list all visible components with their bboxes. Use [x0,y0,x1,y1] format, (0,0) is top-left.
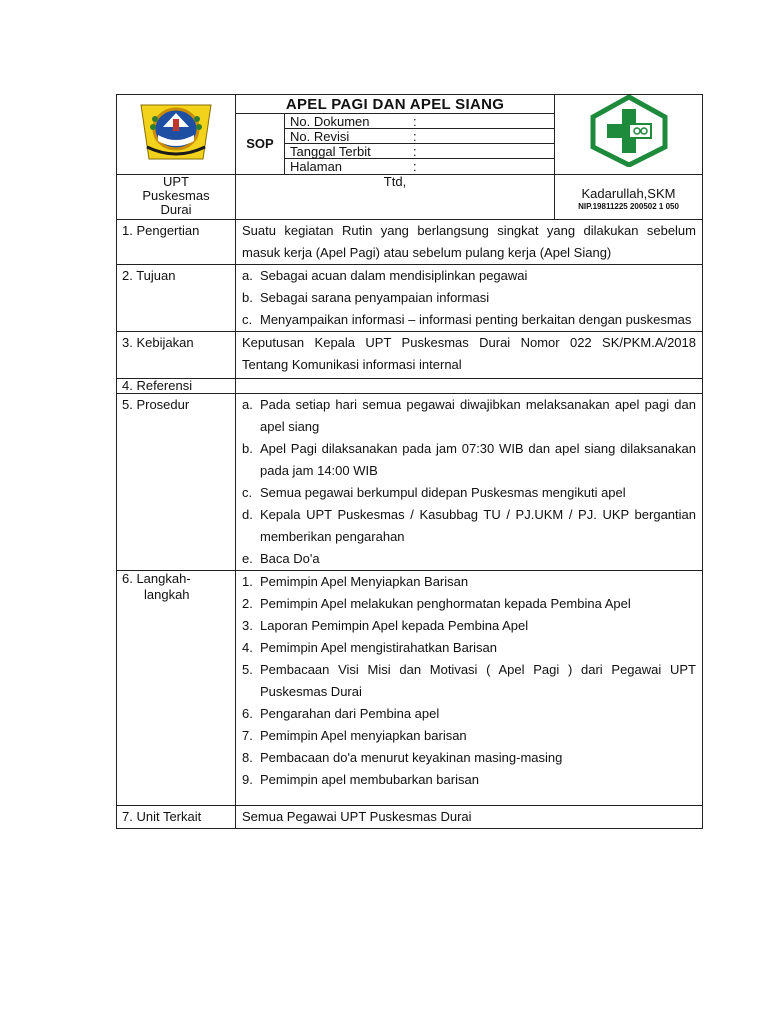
list-item: 1. Pemimpin Apel Menyiapkan Barisan [242,574,469,589]
signer-name: Kadarullah,SKM [581,186,676,201]
list-item: b. Apel Pagi dilaksanakan pada jam 07:30 WIB dan apel siang dilaksanakan pada jam 14:00 WIB [242,441,696,478]
meta-value: : [413,158,417,174]
row-label: 3. Kebijakan [117,332,236,379]
sop-label: SOP [246,135,274,151]
row-content: Suatu kegiatan Rutin yang berlangsung singkat yang dilakukan sebelum masuk kerja (Apel Pagi) atau sebelum pulang kerja (Apel Siang) [236,220,703,265]
table-row [117,265,703,332]
ttd-label: Ttd, [383,174,407,189]
table-row [117,571,703,806]
meta-row [284,114,554,129]
list-item: 3. Laporan Pemimpin Apel kepada Pembina Apel [242,618,529,633]
regency-logo-cell [117,95,236,175]
row-label: 7. Unit Terkait [117,806,236,829]
list-item: 4. Pemimpin Apel mengistirahatkan Barisan [242,640,498,655]
title-cell [236,95,555,175]
row-label: 2. Tujuan [117,265,236,332]
row-content [236,265,703,332]
list-item: 7. Pemimpin Apel menyiapkan barisan [242,728,467,743]
meta-label: Halaman [284,159,412,174]
row-content [236,571,703,806]
list-item: e. Baca Do'a [242,551,320,566]
meta-row [284,144,554,159]
row-content [236,379,703,394]
list-item: 5. Pembacaan Visi Misi dan Motivasi ( Apel Pagi ) dari Pegawai UPT Puskesmas Durai [242,662,696,699]
meta-label: No. Dokumen [284,114,412,129]
list-item: b. Sebagai sarana penyampaian informasi [242,290,490,305]
row-label-line: langkah [144,587,190,602]
row-content [236,394,703,571]
list-item: d. Kepala UPT Puskesmas / Kasubbag TU / PJ.UKM / PJ. UKP bergantian memberikan pengarahan [242,507,696,544]
org-line: Puskesmas [142,188,210,203]
table-row [117,220,703,265]
list-item: a. Sebagai acuan dalam mendisiplinkan pegawai [242,268,528,283]
sop-document [116,94,702,829]
list-item: c. Semua pegawai berkumpul didepan Puskesmas mengikuti apel [242,485,626,500]
org-line: UPT [163,174,189,189]
list-item: 8. Pembacaan do'a menurut keyakinan masing-masing [242,750,563,765]
meta-row [284,129,554,144]
table-row [117,806,703,829]
puskesmas-logo-cell [555,95,703,175]
row-label [117,571,236,806]
sop-table [116,94,703,829]
list-item: 6. Pengarahan dari Pembina apel [242,706,440,721]
row-label: 5. Prosedur [117,394,236,571]
row-label-line: 6. Langkah- [122,571,191,586]
table-row [117,379,703,394]
meta-value: : [412,144,554,159]
meta-value: : [412,114,554,129]
meta-row [284,159,554,174]
meta-label: No. Revisi [284,129,412,144]
list-item: c. Menyampaikan informasi – informasi penting berkaitan dengan puskesmas [242,312,692,327]
regency-emblem-icon [133,97,219,165]
signer-cell [555,175,703,220]
meta-label: Tanggal Terbit [284,144,412,159]
list-item: 9. Pemimpin apel membubarkan barisan [242,772,479,787]
organization-cell [117,175,236,220]
row-content: Keputusan Kepala UPT Puskesmas Durai Nomor 022 SK/PKM.A/2018 Tentang Komunikasi informasi internal [236,332,703,379]
signature-cell [236,175,555,220]
table-row [117,332,703,379]
row-content: Semua Pegawai UPT Puskesmas Durai [236,806,703,829]
list-item: 2. Pemimpin Apel melakukan penghormatan kepada Pembina Apel [242,596,631,611]
table-row [117,394,703,571]
document-title: APEL PAGI DAN APEL SIANG [236,96,554,114]
org-line: Durai [160,202,192,217]
list-item: a. Pada setiap hari semua pegawai diwajibkan melaksanakan apel pagi dan apel siang [242,397,696,434]
meta-value: : [412,129,554,144]
puskesmas-logo-icon [589,95,669,167]
row-label: 4. Referensi [117,379,236,394]
row-label: 1. Pengertian [117,220,236,265]
document-meta [284,114,554,174]
signer-nip: NIP.19811225 200502 1 050 [578,202,679,211]
